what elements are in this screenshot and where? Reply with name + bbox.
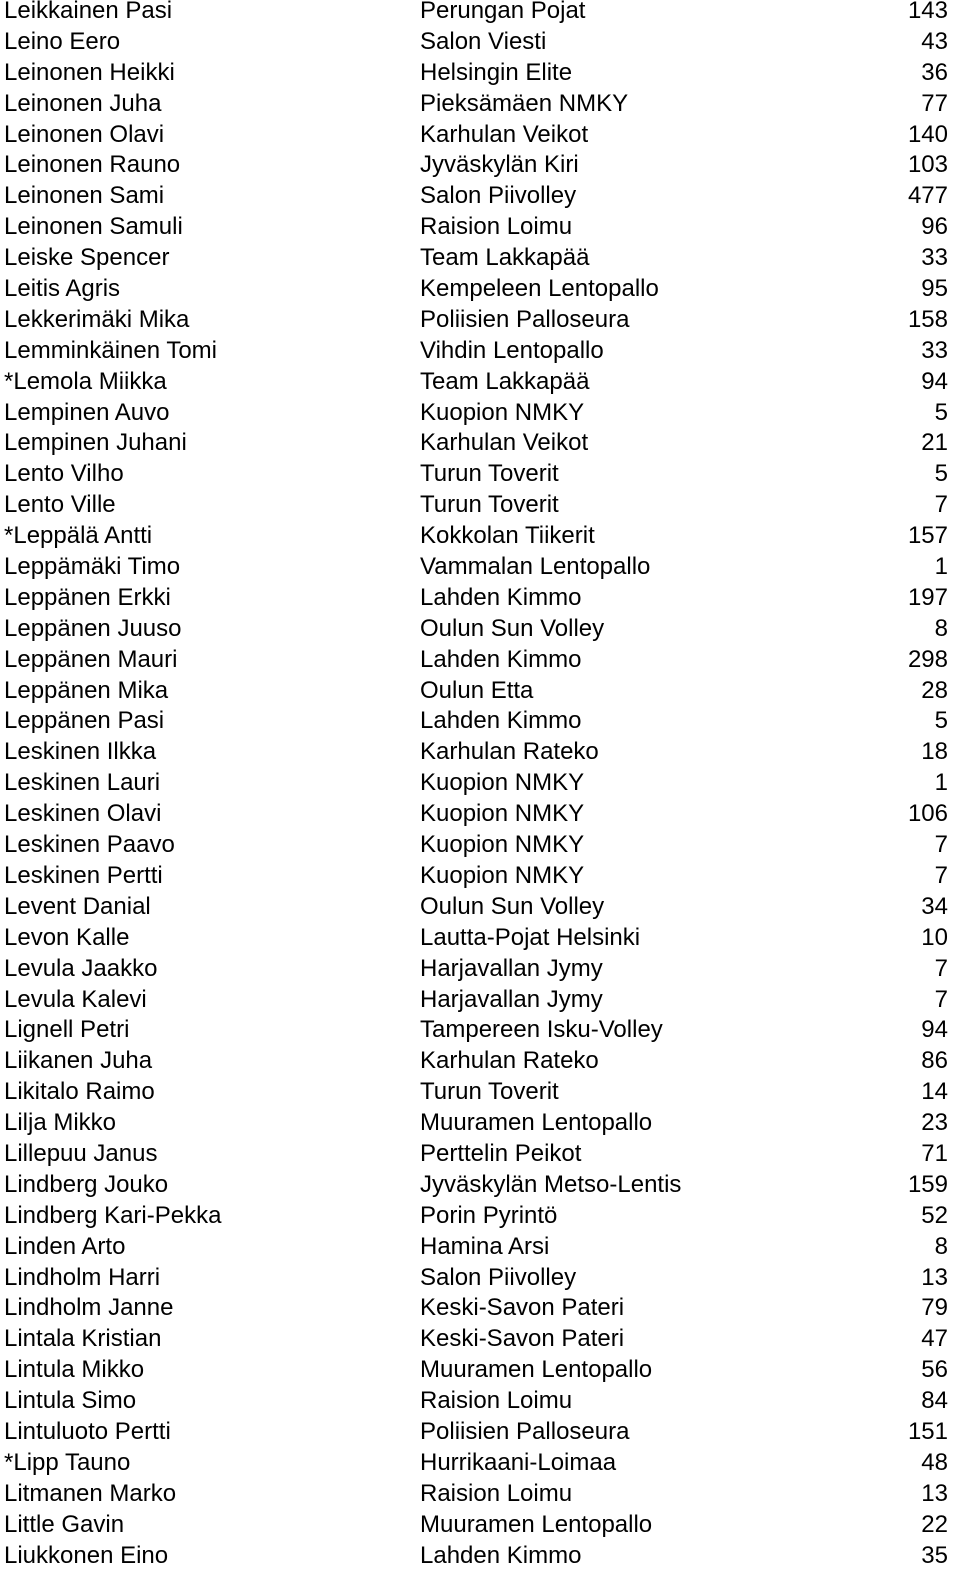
- list-item: [0, 367, 960, 398]
- match-count: 158: [907, 305, 948, 333]
- club-name: Oulun Sun Volley: [420, 614, 605, 642]
- club-name: Oulun Etta: [420, 676, 534, 704]
- match-count: 34: [921, 892, 948, 920]
- player-name: Leiske Spencer: [4, 244, 170, 272]
- player-name: Lindberg Kari-Pekka: [4, 1201, 222, 1229]
- player-name: Lintula Mikko: [4, 1356, 145, 1384]
- player-name: Lindberg Jouko: [4, 1170, 169, 1198]
- match-count: 56: [921, 1356, 948, 1384]
- player-name: Levula Jaakko: [4, 954, 158, 982]
- list-item: [0, 1479, 960, 1510]
- list-item: [0, 1386, 960, 1417]
- list-item: [0, 645, 960, 676]
- club-name: Jyväskylän Metso-Lentis: [420, 1170, 682, 1198]
- list-item: [0, 676, 960, 707]
- club-name: Salon Piivolley: [420, 182, 577, 210]
- player-name: Leinonen Olavi: [4, 120, 165, 148]
- match-count: 8: [934, 614, 948, 642]
- club-name: Hurrikaani-Loimaa: [420, 1448, 617, 1476]
- list-item: [0, 861, 960, 892]
- match-count: 33: [921, 336, 948, 364]
- match-count: 10: [921, 923, 948, 951]
- list-item: [0, 923, 960, 954]
- club-name: Oulun Sun Volley: [420, 892, 605, 920]
- list-item: [0, 181, 960, 212]
- list-item: [0, 583, 960, 614]
- list-item: [0, 1201, 960, 1232]
- club-name: Lahden Kimmo: [420, 1541, 582, 1569]
- match-count: 7: [934, 954, 948, 982]
- club-name: Kempeleen Lentopallo: [420, 275, 659, 303]
- player-name: Lemminkäinen Tomi: [4, 336, 217, 364]
- match-count: 77: [921, 89, 948, 117]
- list-item: [0, 305, 960, 336]
- match-count: 5: [934, 460, 948, 488]
- player-name: Leppänen Mika: [4, 676, 169, 704]
- match-count: 103: [907, 151, 948, 179]
- player-name: Leskinen Paavo: [4, 831, 175, 859]
- match-count: 7: [934, 985, 948, 1013]
- player-name: Leinonen Sami: [4, 182, 165, 210]
- club-name: Team Lakkapää: [420, 367, 590, 395]
- club-name: Hamina Arsi: [420, 1232, 550, 1260]
- list-item: [0, 552, 960, 583]
- player-name: *Lipp Tauno: [4, 1448, 131, 1476]
- match-count: 157: [907, 522, 948, 550]
- match-count: 35: [921, 1541, 948, 1569]
- club-name: Poliisien Palloseura: [420, 305, 630, 333]
- match-count: 18: [921, 738, 948, 766]
- club-name: Salon Viesti: [420, 27, 547, 55]
- match-count: 43: [921, 27, 948, 55]
- match-count: 13: [921, 1263, 948, 1291]
- match-count: 95: [921, 275, 948, 303]
- club-name: Lahden Kimmo: [420, 583, 582, 611]
- club-name: Keski-Savon Pateri: [420, 1294, 625, 1322]
- player-name: Leskinen Lauri: [4, 769, 161, 797]
- match-count: 36: [921, 58, 948, 86]
- club-name: Karhulan Rateko: [420, 1047, 599, 1075]
- list-item: [0, 1417, 960, 1448]
- player-name: Leskinen Pertti: [4, 861, 163, 889]
- player-name: Leskinen Ilkka: [4, 738, 157, 766]
- match-count: 477: [907, 182, 948, 210]
- match-count: 13: [921, 1479, 948, 1507]
- player-name: Lillepuu Janus: [4, 1139, 158, 1167]
- match-count: 22: [921, 1510, 948, 1538]
- list-item: [0, 1355, 960, 1386]
- list-item: [0, 150, 960, 181]
- club-name: Vihdin Lentopallo: [420, 336, 604, 364]
- club-name: Muuramen Lentopallo: [420, 1356, 653, 1384]
- match-count: 5: [934, 707, 948, 735]
- club-name: Kokkolan Tiikerit: [420, 522, 595, 550]
- match-count: 197: [907, 583, 948, 611]
- player-name: Levent Danial: [4, 892, 151, 920]
- player-name: Lento Vilho: [4, 460, 124, 488]
- list-item: [0, 1448, 960, 1479]
- club-name: Muuramen Lentopallo: [420, 1510, 653, 1538]
- list-item: [0, 27, 960, 58]
- club-name: Keski-Savon Pateri: [420, 1325, 625, 1353]
- match-count: 143: [907, 0, 948, 24]
- list-item: [0, 243, 960, 274]
- match-count: 7: [934, 861, 948, 889]
- club-name: Muuramen Lentopallo: [420, 1109, 653, 1137]
- list-item: [0, 521, 960, 552]
- list-item: [0, 1015, 960, 1046]
- list-item: [0, 706, 960, 737]
- list-item: [0, 737, 960, 768]
- match-count: 94: [921, 367, 948, 395]
- player-name: Likitalo Raimo: [4, 1078, 155, 1106]
- match-count: 23: [921, 1109, 948, 1137]
- match-count: 33: [921, 244, 948, 272]
- club-name: Raision Loimu: [420, 213, 573, 241]
- player-name: Lekkerimäki Mika: [4, 305, 190, 333]
- player-name: Leppänen Mauri: [4, 645, 178, 673]
- list-item: [0, 1170, 960, 1201]
- player-name: Lilja Mikko: [4, 1109, 117, 1137]
- player-name: *Lemola Miikka: [4, 367, 167, 395]
- player-name: Linden Arto: [4, 1232, 126, 1260]
- player-name: Leitis Agris: [4, 275, 121, 303]
- match-count: 28: [921, 676, 948, 704]
- list-item: [0, 58, 960, 89]
- club-name: Kuopion NMKY: [420, 800, 585, 828]
- list-item: [0, 799, 960, 830]
- club-name: Turun Toverit: [420, 1078, 559, 1106]
- player-name: Leppänen Juuso: [4, 614, 182, 642]
- club-name: Kuopion NMKY: [420, 831, 585, 859]
- match-count: 140: [907, 120, 948, 148]
- club-name: Helsingin Elite: [420, 58, 573, 86]
- club-name: Turun Toverit: [420, 491, 559, 519]
- club-name: Perttelin Peikot: [420, 1139, 582, 1167]
- match-count: 1: [934, 769, 948, 797]
- list-item: [0, 1139, 960, 1170]
- player-name: Leskinen Olavi: [4, 800, 162, 828]
- club-name: Karhulan Rateko: [420, 738, 599, 766]
- match-count: 86: [921, 1047, 948, 1075]
- list-item: [0, 459, 960, 490]
- list-item: [0, 985, 960, 1016]
- list-item: [0, 0, 960, 27]
- club-name: Raision Loimu: [420, 1479, 573, 1507]
- player-name: Lintala Kristian: [4, 1325, 162, 1353]
- club-name: Raision Loimu: [420, 1387, 573, 1415]
- match-count: 106: [907, 800, 948, 828]
- player-name: Leinonen Juha: [4, 89, 162, 117]
- club-name: Poliisien Palloseura: [420, 1417, 630, 1445]
- club-name: Harjavallan Jymy: [420, 954, 603, 982]
- player-name: Leppämäki Timo: [4, 553, 181, 581]
- match-count: 7: [934, 491, 948, 519]
- club-name: Karhulan Veikot: [420, 429, 589, 457]
- list-item: [0, 1263, 960, 1294]
- list-item: [0, 1077, 960, 1108]
- club-name: Porin Pyrintö: [420, 1201, 558, 1229]
- club-name: Tampereen Isku-Volley: [420, 1016, 663, 1044]
- player-name: Lempinen Auvo: [4, 398, 170, 426]
- club-name: Jyväskylän Kiri: [420, 151, 579, 179]
- match-count: 47: [921, 1325, 948, 1353]
- match-count: 5: [934, 398, 948, 426]
- club-name: Kuopion NMKY: [420, 769, 585, 797]
- list-item: [0, 1324, 960, 1355]
- player-name: Lintula Simo: [4, 1387, 137, 1415]
- list-item: [0, 892, 960, 923]
- player-name: Levon Kalle: [4, 923, 130, 951]
- list-item: [0, 490, 960, 521]
- list-item: [0, 398, 960, 429]
- list-item: [0, 1293, 960, 1324]
- club-name: Vammalan Lentopallo: [420, 553, 651, 581]
- player-name: Little Gavin: [4, 1510, 125, 1538]
- player-name: Liukkonen Eino: [4, 1541, 169, 1569]
- match-count: 52: [921, 1201, 948, 1229]
- list-item: [0, 212, 960, 243]
- list-item: [0, 89, 960, 120]
- player-name: Lindholm Janne: [4, 1294, 174, 1322]
- player-name: Leinonen Samuli: [4, 213, 183, 241]
- match-count: 1: [934, 553, 948, 581]
- match-count: 84: [921, 1387, 948, 1415]
- club-name: Lautta-Pojat Helsinki: [420, 923, 641, 951]
- list-item: [0, 768, 960, 799]
- player-name: Leppänen Erkki: [4, 583, 171, 611]
- list-item: [0, 120, 960, 151]
- club-name: Kuopion NMKY: [420, 861, 585, 889]
- player-name: Lento Ville: [4, 491, 116, 519]
- club-name: Harjavallan Jymy: [420, 985, 603, 1013]
- match-count: 71: [921, 1139, 948, 1167]
- player-name: *Leppälä Antti: [4, 522, 153, 550]
- match-count: 159: [907, 1170, 948, 1198]
- player-name: Leikkainen Pasi: [4, 0, 173, 24]
- club-name: Lahden Kimmo: [420, 707, 582, 735]
- list-item: [0, 1108, 960, 1139]
- list-item: [0, 614, 960, 645]
- match-count: 21: [921, 429, 948, 457]
- list-item: [0, 954, 960, 985]
- match-count: 151: [907, 1417, 948, 1445]
- player-name: Lindholm Harri: [4, 1263, 161, 1291]
- club-name: Kuopion NMKY: [420, 398, 585, 426]
- club-name: Perungan Pojat: [420, 0, 586, 24]
- player-name: Leppänen Pasi: [4, 707, 165, 735]
- player-name: Lignell Petri: [4, 1016, 130, 1044]
- player-name: Leino Eero: [4, 27, 121, 55]
- player-name: Litmanen Marko: [4, 1479, 177, 1507]
- player-name: Leinonen Rauno: [4, 151, 181, 179]
- list-item: [0, 1046, 960, 1077]
- match-count: 48: [921, 1448, 948, 1476]
- match-count: 79: [921, 1294, 948, 1322]
- list-item: [0, 1510, 960, 1541]
- player-name: Levula Kalevi: [4, 985, 147, 1013]
- list-item: [0, 830, 960, 861]
- list-item: [0, 274, 960, 305]
- list-item: [0, 1232, 960, 1263]
- match-count: 7: [934, 831, 948, 859]
- club-name: Team Lakkapää: [420, 244, 590, 272]
- club-name: Pieksämäen NMKY: [420, 89, 629, 117]
- player-name: Lintuluoto Pertti: [4, 1417, 171, 1445]
- club-name: Lahden Kimmo: [420, 645, 582, 673]
- match-count: 8: [934, 1232, 948, 1260]
- list-item: [0, 336, 960, 367]
- match-count: 298: [907, 645, 948, 673]
- club-name: Karhulan Veikot: [420, 120, 589, 148]
- list-item: [0, 428, 960, 459]
- list-item: [0, 1541, 960, 1572]
- club-name: Salon Piivolley: [420, 1263, 577, 1291]
- player-name: Lempinen Juhani: [4, 429, 187, 457]
- match-count: 96: [921, 213, 948, 241]
- club-name: Turun Toverit: [420, 460, 559, 488]
- player-name: Leinonen Heikki: [4, 58, 175, 86]
- player-name: Liikanen Juha: [4, 1047, 153, 1075]
- match-count: 14: [921, 1078, 948, 1106]
- match-count: 94: [921, 1016, 948, 1044]
